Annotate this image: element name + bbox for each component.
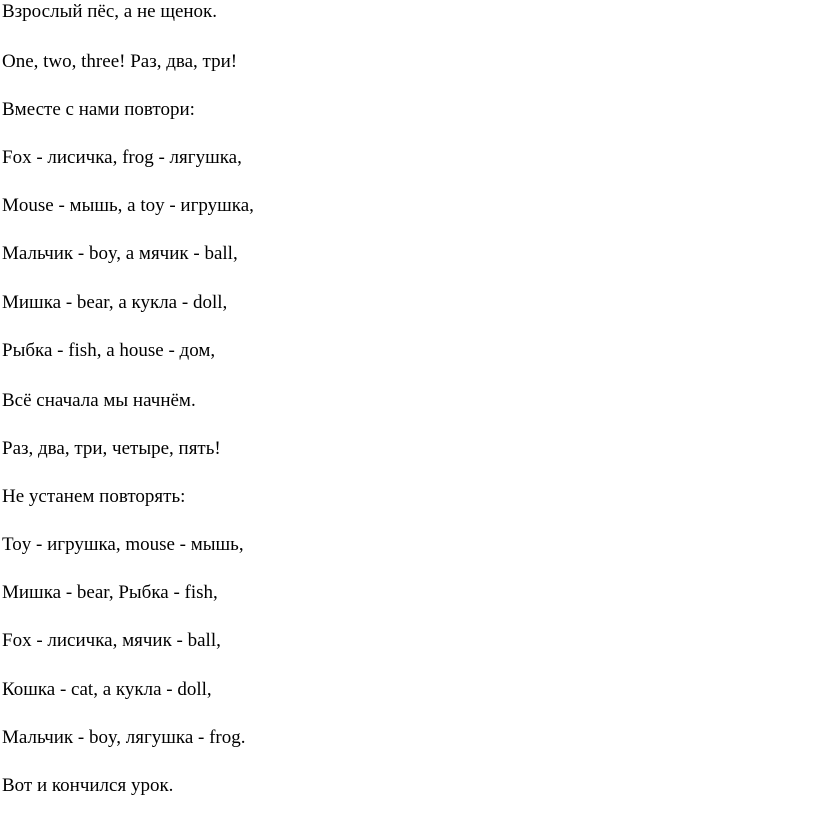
text-line-9: Всё сначала мы начнём. [2,390,196,411]
text-line-6: Мальчик - boy, а мячик - ball, [2,243,238,264]
text-line-4: Fox - лисичка, frog - лягушка, [2,147,242,168]
text-line-2: One, two, three! Раз, два, три! [2,51,238,72]
text-line-3: Вместе с нами повтори: [2,99,195,120]
text-line-8: Рыбка - fish, а house - дом, [2,340,216,361]
text-line-11: Не устанем повторять: [2,486,186,507]
text-line-10: Раз, два, три, четыре, пять! [2,438,221,459]
text-line-5: Mouse - мышь, а toy - игрушка, [2,195,254,216]
text-line-12: Toy - игрушка, mouse - мышь, [2,534,244,555]
text-line-15: Кошка - cat, а кукла - doll, [2,679,212,700]
text-line-14: Fox - лисичка, мячик - ball, [2,630,221,651]
text-line-17: Вот и кончился урок. [2,775,174,796]
text-line-7: Мишка - bear, а кукла - doll, [2,292,228,313]
text-line-1: Взрослый пёс, а не щенок. [2,1,218,22]
text-line-16: Мальчик - boy, лягушка - frog. [2,727,246,748]
text-line-13: Мишка - bear, Рыбка - fish, [2,582,218,603]
